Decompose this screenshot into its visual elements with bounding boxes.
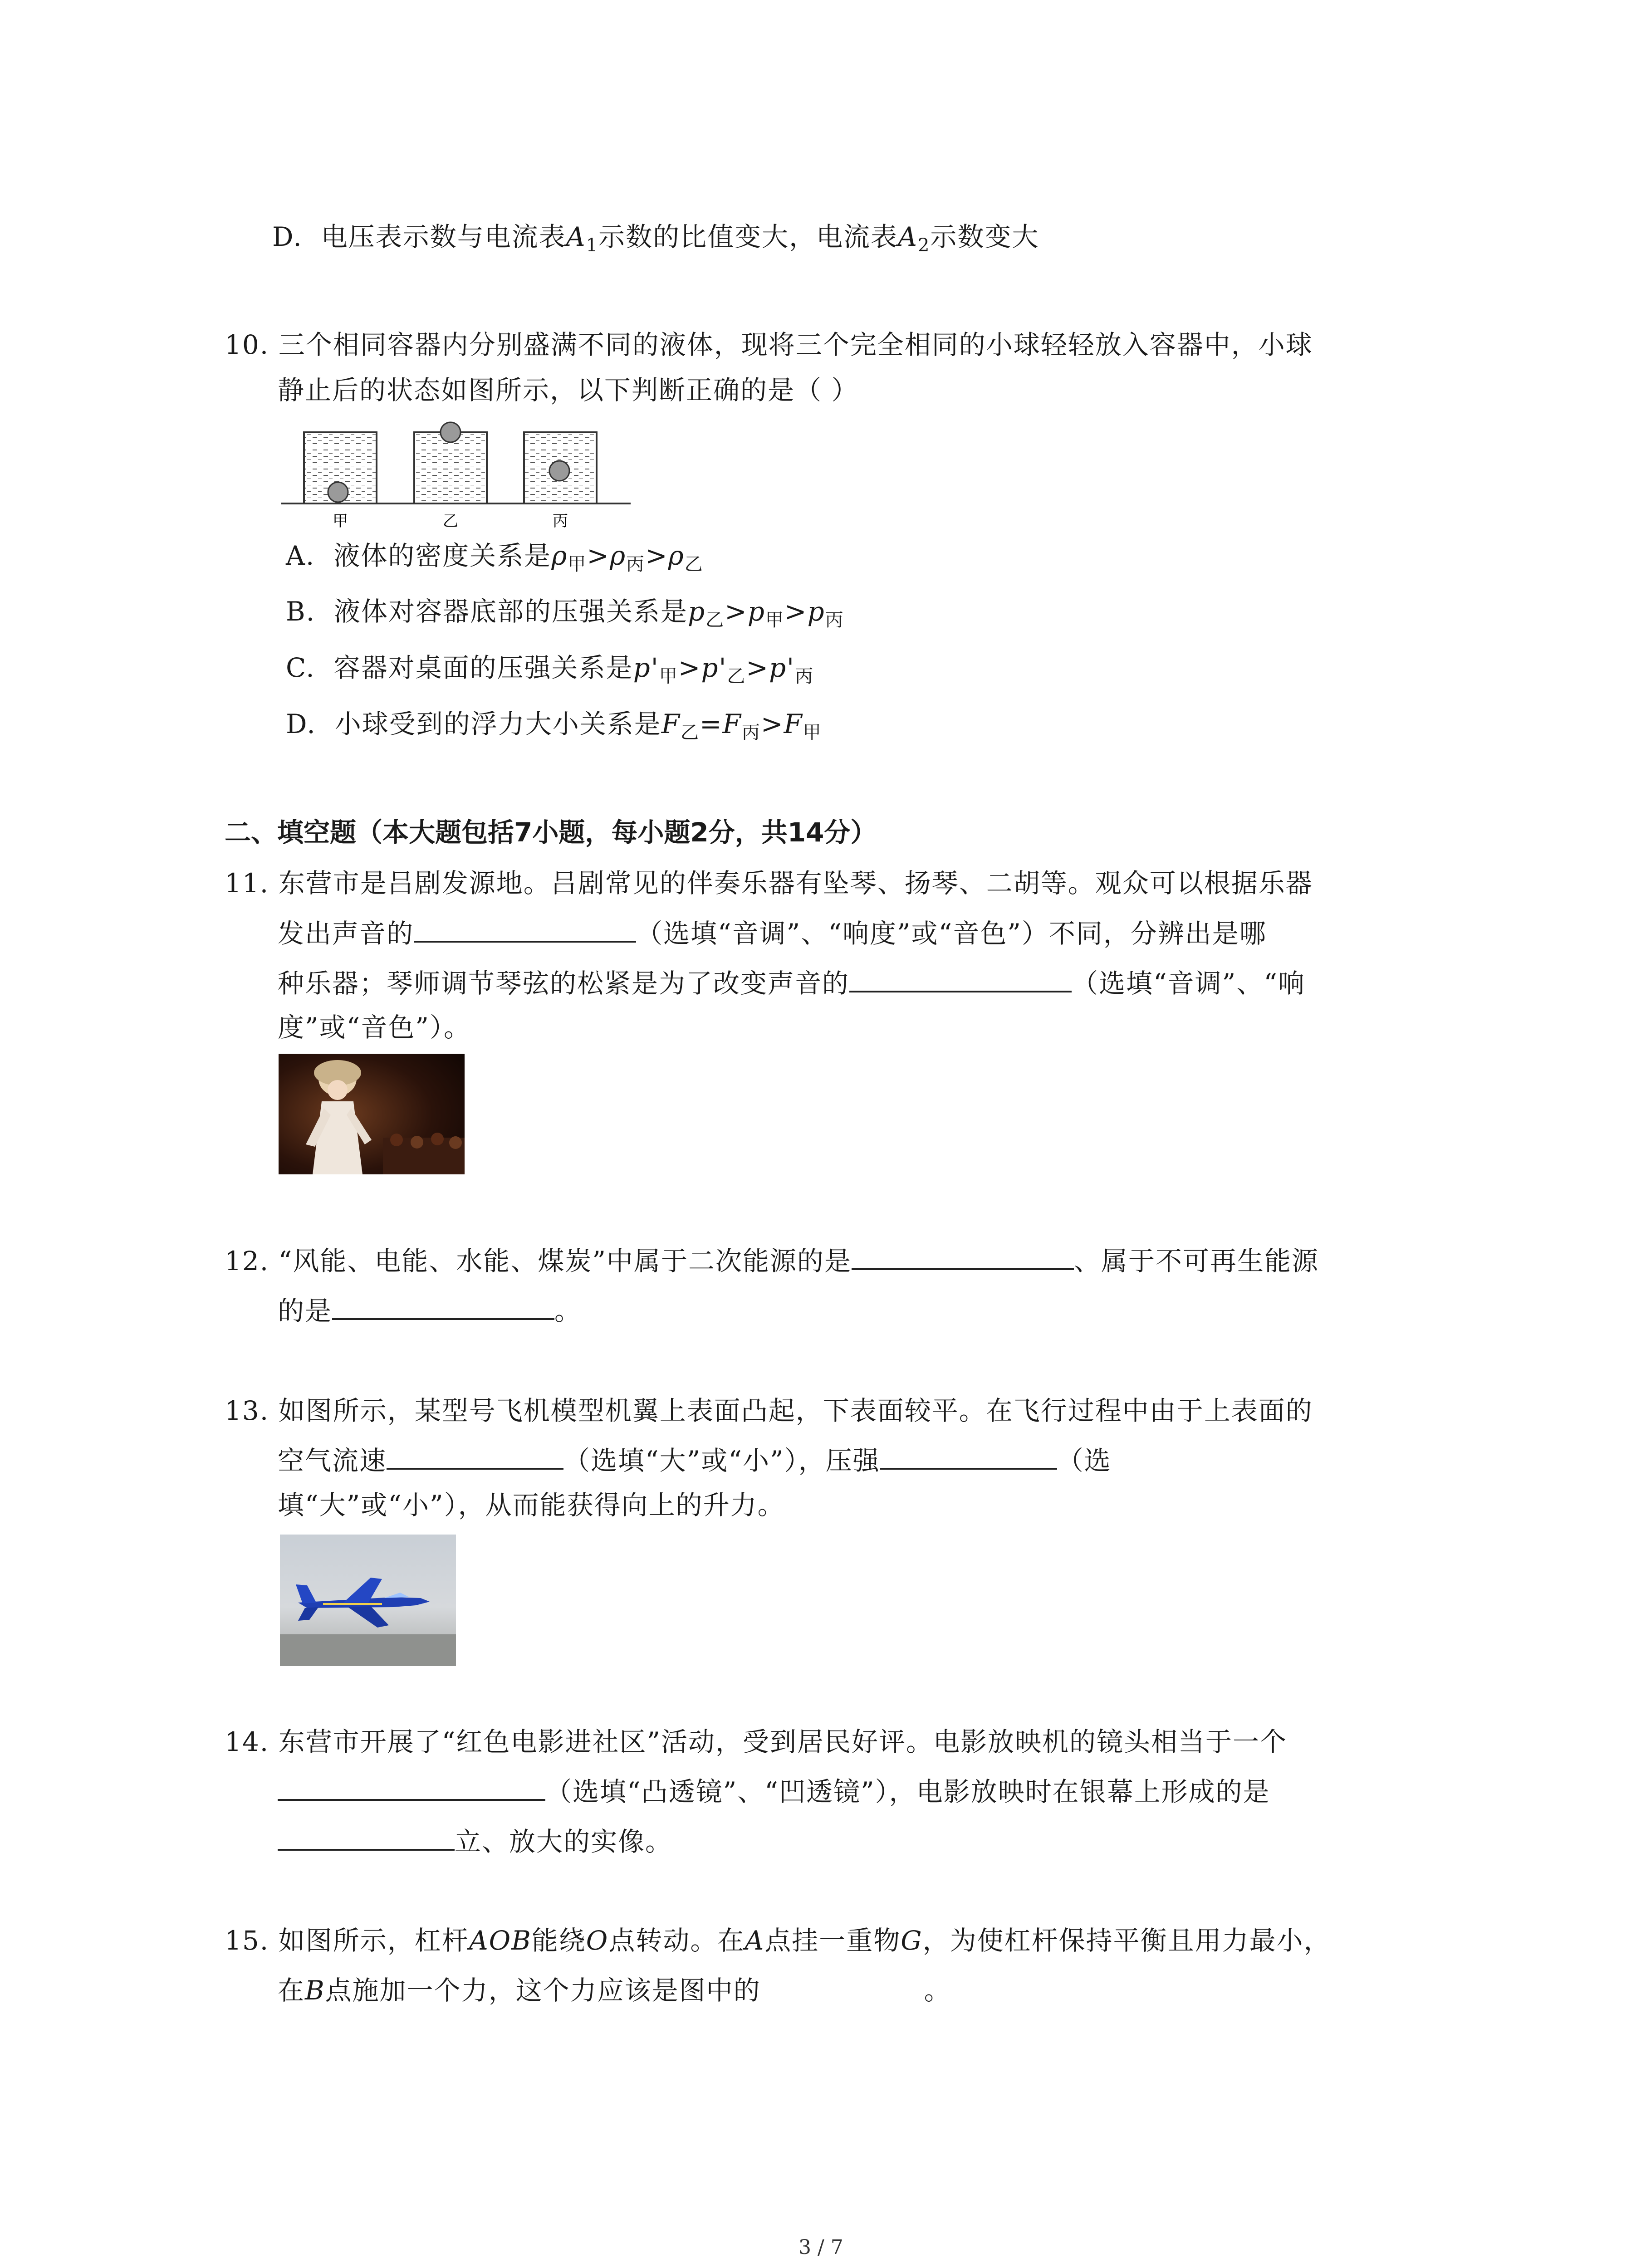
answer-blank[interactable] xyxy=(332,1293,554,1320)
question-text: 在 xyxy=(278,1975,305,2006)
question-text: 种乐器；琴师调节琴弦的松紧是为了改变声音的 xyxy=(278,968,850,999)
math-sub: 甲 xyxy=(765,610,784,631)
question-number: 14. xyxy=(225,1726,269,1757)
q14-line-3 xyxy=(278,1823,672,1860)
math-var: F xyxy=(722,709,742,739)
question-text: 。 xyxy=(924,1975,951,2006)
question-number: 11. xyxy=(225,868,269,899)
question-text: 能绕 xyxy=(531,1925,586,1956)
q11-line-3 xyxy=(278,965,1305,1002)
q11-line-2 xyxy=(278,915,1267,952)
answer-blank[interactable] xyxy=(852,1243,1074,1270)
math-var: AOB xyxy=(469,1925,532,1956)
question-text: 静止后的状态如图所示，以下判断正确的是（ ） xyxy=(278,375,859,406)
question-text: “风能、电能、水能、煤炭”中属于二次能源的是 xyxy=(278,1246,852,1276)
math-sub: 乙 xyxy=(727,666,746,687)
q9-option-d xyxy=(272,219,1039,264)
q10-line-1 xyxy=(225,327,1313,363)
fig-label-bing: 丙 xyxy=(553,512,568,530)
q13-line-3 xyxy=(278,1487,785,1523)
math-sub: 2 xyxy=(918,235,931,256)
math-var: G xyxy=(901,1925,923,1956)
question-text: 三个相同容器内分别盛满不同的液体，现将三个完全相同的小球轻轻放入容器中，小球 xyxy=(278,329,1313,360)
question-text: 如图所示，某型号飞机模型机翼上表面凸起，下表面较平。在飞行过程中由于上表面的 xyxy=(278,1395,1313,1426)
answer-blank[interactable] xyxy=(880,1442,1057,1470)
option-label: C. xyxy=(286,652,315,683)
question-text: 度”或“音色”）。 xyxy=(278,1012,471,1043)
question-text: （选填“音调”、“响度”或“音色”）不同，分辨出是哪 xyxy=(636,918,1267,949)
answer-blank[interactable] xyxy=(278,1823,455,1851)
question-text: （选填“大”或“小”），压强 xyxy=(563,1445,880,1476)
math-var: B xyxy=(305,1975,325,2006)
ball-jia xyxy=(328,482,348,502)
question-text: （选 xyxy=(1057,1445,1112,1476)
q13-line-2 xyxy=(278,1442,1112,1479)
math-rel: > xyxy=(784,596,808,627)
question-text: 如图所示，杠杆 xyxy=(278,1925,469,1956)
fig-label-jia: 甲 xyxy=(333,512,348,530)
fig-label-yi: 乙 xyxy=(443,512,458,530)
math-var: ρ xyxy=(609,540,627,571)
math-sub: 丙 xyxy=(626,554,646,575)
option-text: 小球受到的浮力大小关系是 xyxy=(334,709,661,739)
question-number: 15. xyxy=(225,1925,269,1956)
math-rel: > xyxy=(746,652,769,683)
question-text: （选填“音调”、“响 xyxy=(1072,968,1305,999)
math-sub: 丙 xyxy=(825,610,844,631)
container-jia xyxy=(304,432,377,503)
containers-figure xyxy=(279,415,633,533)
question-text: ，为使杠杆保持平衡且用力最小， xyxy=(922,1925,1331,1956)
opera-performer-photo xyxy=(279,1054,465,1174)
math-rel: > xyxy=(760,709,784,739)
question-number: 10. xyxy=(225,329,269,360)
q11-line-4 xyxy=(278,1009,471,1046)
math-var: p xyxy=(807,596,825,627)
option-text: 示数变大 xyxy=(930,221,1039,252)
question-text: 立、放大的实像。 xyxy=(455,1826,673,1857)
question-text: 发出声音的 xyxy=(278,918,414,949)
ball-yi xyxy=(441,422,460,442)
question-text: 点转动。在 xyxy=(608,1925,745,1956)
math-var: F xyxy=(661,709,681,739)
ball-bing xyxy=(549,461,569,481)
question-text: 的是 xyxy=(278,1295,333,1326)
q10-option-d xyxy=(286,706,822,751)
page-number: 3 / 7 xyxy=(798,2236,843,2259)
math-rel: > xyxy=(678,652,701,683)
question-text: （选填“凸透镜”、“凹透镜”），电影放映时在银幕上形成的是 xyxy=(545,1776,1270,1807)
q10-option-b xyxy=(286,593,844,638)
math-rel: > xyxy=(725,596,748,627)
q10-option-c xyxy=(286,650,814,694)
math-var: ρ xyxy=(551,540,568,571)
question-text: 点挂一重物 xyxy=(764,1925,901,1956)
math-sub: 丙 xyxy=(795,666,814,687)
math-var: F xyxy=(784,709,803,739)
option-text: 液体对容器底部的压强关系是 xyxy=(333,596,688,627)
math-var: ρ xyxy=(668,540,685,571)
question-number: 13. xyxy=(225,1395,269,1426)
math-sub: 1 xyxy=(586,235,599,256)
q14-line-1 xyxy=(225,1724,1287,1760)
q14-line-2 xyxy=(278,1774,1270,1810)
math-rel: > xyxy=(645,540,668,571)
option-text: 示数的比值变大，电流表 xyxy=(598,221,898,252)
math-sub: 乙 xyxy=(684,554,704,575)
math-var: p' xyxy=(769,652,795,683)
q15-line-2 xyxy=(278,1972,951,2009)
question-text: 点施加一个力，这个力应该是图中的 xyxy=(325,1975,761,2006)
section-heading: 二、填空题（本大题包括7小题，每小题2分，共14分） xyxy=(225,817,877,848)
math-rel: > xyxy=(587,540,610,571)
math-sub: 甲 xyxy=(568,554,587,575)
math-var: p xyxy=(747,596,765,627)
math-var: p xyxy=(687,596,706,627)
math-sub: 甲 xyxy=(803,722,822,743)
q12-line-2 xyxy=(278,1293,582,1329)
math-var: p' xyxy=(633,652,659,683)
question-text: 填“大”或“小”），从而能获得向上的升力。 xyxy=(278,1490,785,1520)
container-yi xyxy=(414,422,487,503)
question-text: 空气流速 xyxy=(278,1445,387,1476)
answer-blank[interactable] xyxy=(278,1774,545,1801)
question-text: 东营市开展了“红色电影进社区”活动，受到居民好评。电影放映机的镜头相当于一个 xyxy=(278,1726,1287,1757)
math-var: A xyxy=(898,221,918,252)
math-sub: 乙 xyxy=(705,610,725,631)
question-text: 。 xyxy=(554,1295,582,1326)
option-text: 电压表示数与电流表 xyxy=(321,221,566,252)
math-var: p' xyxy=(701,652,727,683)
math-var: A xyxy=(745,1925,765,1956)
option-label: D. xyxy=(286,709,316,739)
q10-line-2 xyxy=(278,372,858,408)
math-sub: 丙 xyxy=(741,722,761,743)
jet-model-photo xyxy=(280,1535,456,1666)
option-label: D. xyxy=(272,221,303,252)
option-label: B. xyxy=(286,596,316,627)
question-text: 、属于不可再生能源 xyxy=(1074,1246,1319,1276)
math-sub: 甲 xyxy=(659,666,678,687)
answer-blank[interactable] xyxy=(414,915,636,943)
math-sub: 乙 xyxy=(681,722,700,743)
math-var: A xyxy=(566,221,586,252)
q13-line-1 xyxy=(225,1393,1313,1429)
question-number: 12. xyxy=(225,1246,269,1276)
answer-blank[interactable] xyxy=(849,965,1072,992)
q15-line-1 xyxy=(225,1922,1331,1959)
math-var: O xyxy=(586,1925,609,1956)
q10-option-a xyxy=(286,538,704,582)
option-text: 容器对桌面的压强关系是 xyxy=(333,652,633,683)
q11-line-1 xyxy=(225,865,1313,901)
question-text: 东营市是吕剧发源地。吕剧常见的伴奏乐器有坠琴、扬琴、二胡等。观众可以根据乐器 xyxy=(278,868,1313,899)
q12-line-1 xyxy=(225,1243,1319,1279)
math-rel: = xyxy=(700,709,723,739)
container-bing xyxy=(524,432,597,503)
answer-blank[interactable] xyxy=(387,1442,563,1470)
option-text: 液体的密度关系是 xyxy=(333,540,552,571)
option-label: A. xyxy=(286,540,315,571)
